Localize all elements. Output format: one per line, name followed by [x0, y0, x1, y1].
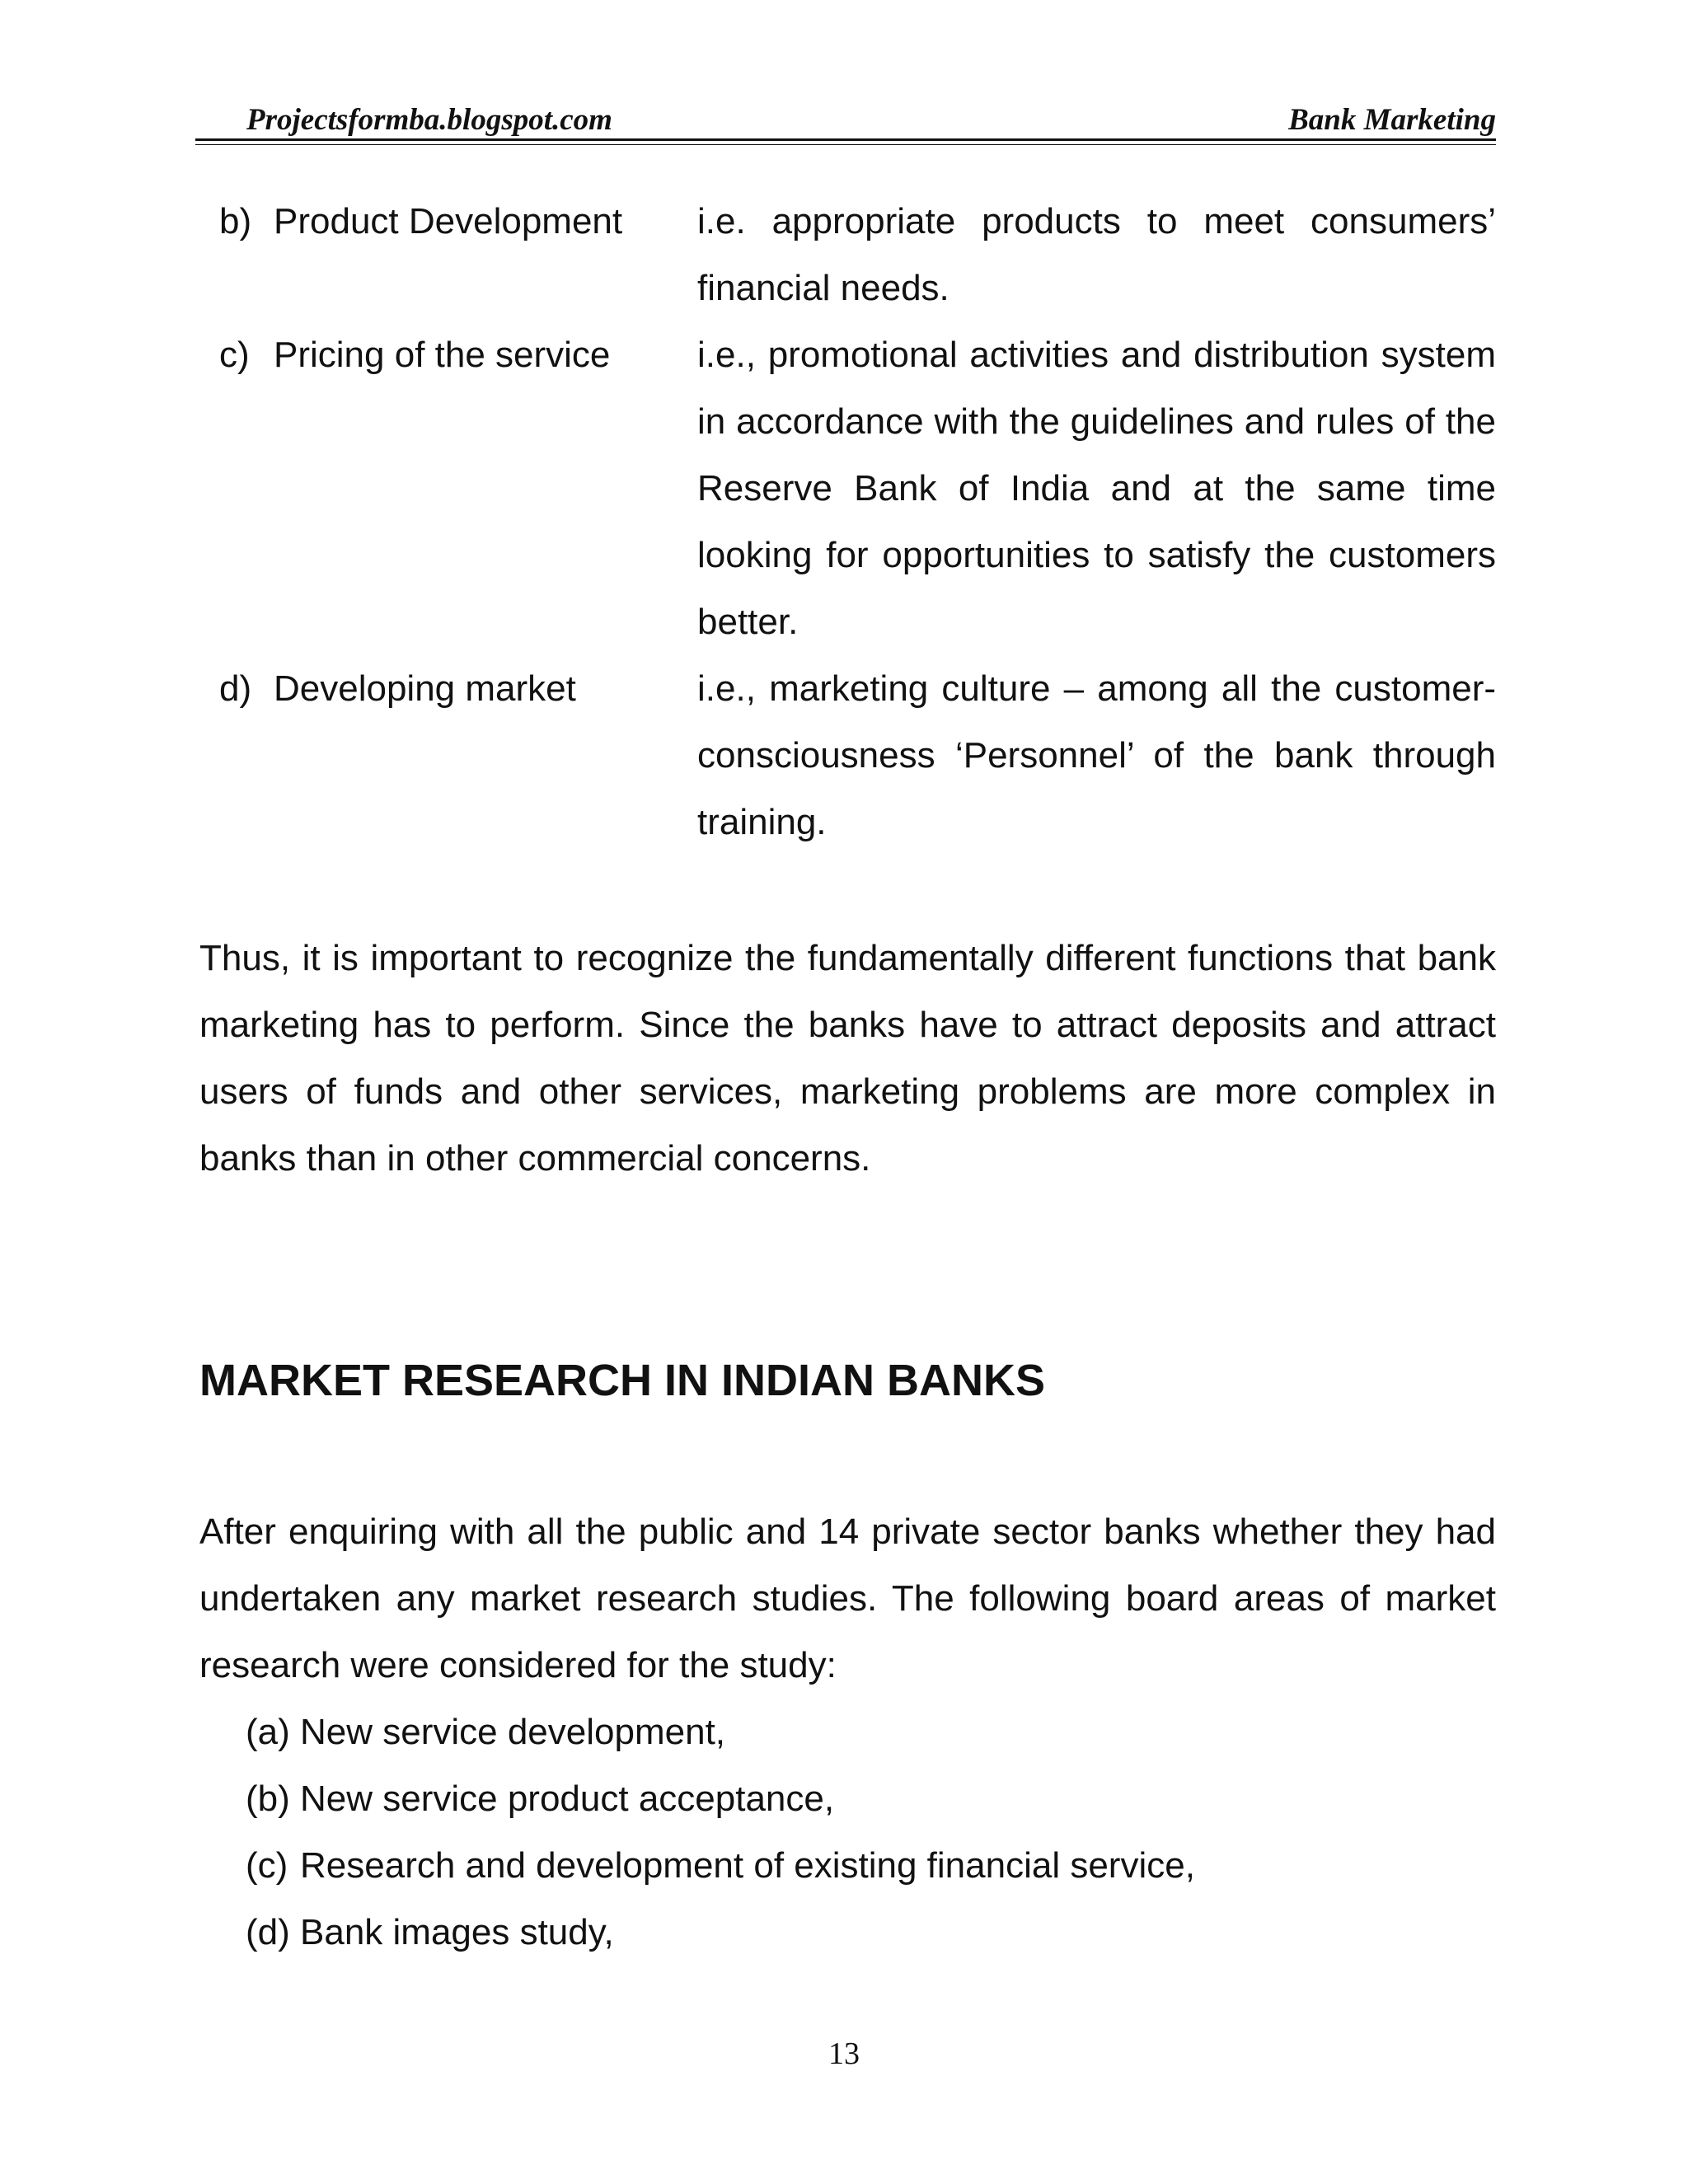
section-body	[199, 1498, 1496, 1966]
definition-term	[219, 655, 697, 855]
header-site-name: Projectsformba.blogspot.com	[246, 103, 612, 137]
list-item-text: New service product acceptance,	[300, 1779, 835, 1819]
definition-term-text: Pricing of the service	[274, 335, 611, 375]
list-item-letter: (d)	[246, 1912, 290, 1952]
header-rule-thick	[195, 138, 1496, 141]
definition-letter: c)	[219, 335, 250, 375]
definition-list	[219, 188, 1496, 855]
definition-row	[219, 321, 1496, 655]
research-areas-list	[199, 1699, 1496, 1966]
definition-description: i.e., promotional activities and distribution system in accordance with the guidelines and rules of the Reserve Bank of India and at the same time looking for opportunities to satisfy the customers better.	[697, 335, 1496, 642]
page-number: 13	[828, 2036, 860, 2071]
definition-term-text: Developing market	[274, 668, 576, 709]
list-item	[246, 1832, 1496, 1899]
list-item-letter: (a)	[246, 1712, 290, 1752]
summary-paragraph: Thus, it is important to recognize the fundamentally different functions that bank marketing has to perform. Since the banks have to attract deposits and attract users of funds and other services, marketing problems are more complex in banks than in other commercial concerns.	[199, 938, 1496, 1179]
definition-row	[219, 188, 1496, 321]
definition-letter: d)	[219, 668, 252, 709]
definition-letter: b)	[219, 201, 252, 241]
list-item	[246, 1765, 1496, 1832]
list-item-text: New service development,	[300, 1712, 726, 1752]
definition-description: i.e. appropriate products to meet consumers’ financial needs.	[697, 201, 1496, 308]
header-rule-thin	[195, 144, 1496, 145]
list-item	[246, 1899, 1496, 1966]
definition-term-text: Product Development	[274, 201, 623, 241]
list-item-text: Research and development of existing financial service,	[300, 1845, 1195, 1886]
list-item-text: Bank images study,	[300, 1912, 614, 1952]
definition-term	[219, 321, 697, 655]
definition-row	[219, 655, 1496, 855]
list-item-letter: (b)	[246, 1779, 290, 1819]
page-header	[195, 97, 1496, 142]
definition-description: i.e., marketing culture – among all the customer-consciousness ‘Personnel’ of the bank through training.	[697, 668, 1496, 842]
list-item-letter: (c)	[246, 1845, 288, 1886]
header-document-title: Bank Marketing	[1288, 103, 1496, 137]
list-item	[246, 1699, 1496, 1765]
section-heading: MARKET RESEARCH IN INDIAN BANKS	[199, 1356, 1046, 1405]
section-intro-paragraph: After enquiring with all the public and 14 private sector banks whether they had undertaken any market research studies. The following board areas of market research were considered for the study:	[199, 1511, 1496, 1685]
definition-term	[219, 188, 697, 321]
